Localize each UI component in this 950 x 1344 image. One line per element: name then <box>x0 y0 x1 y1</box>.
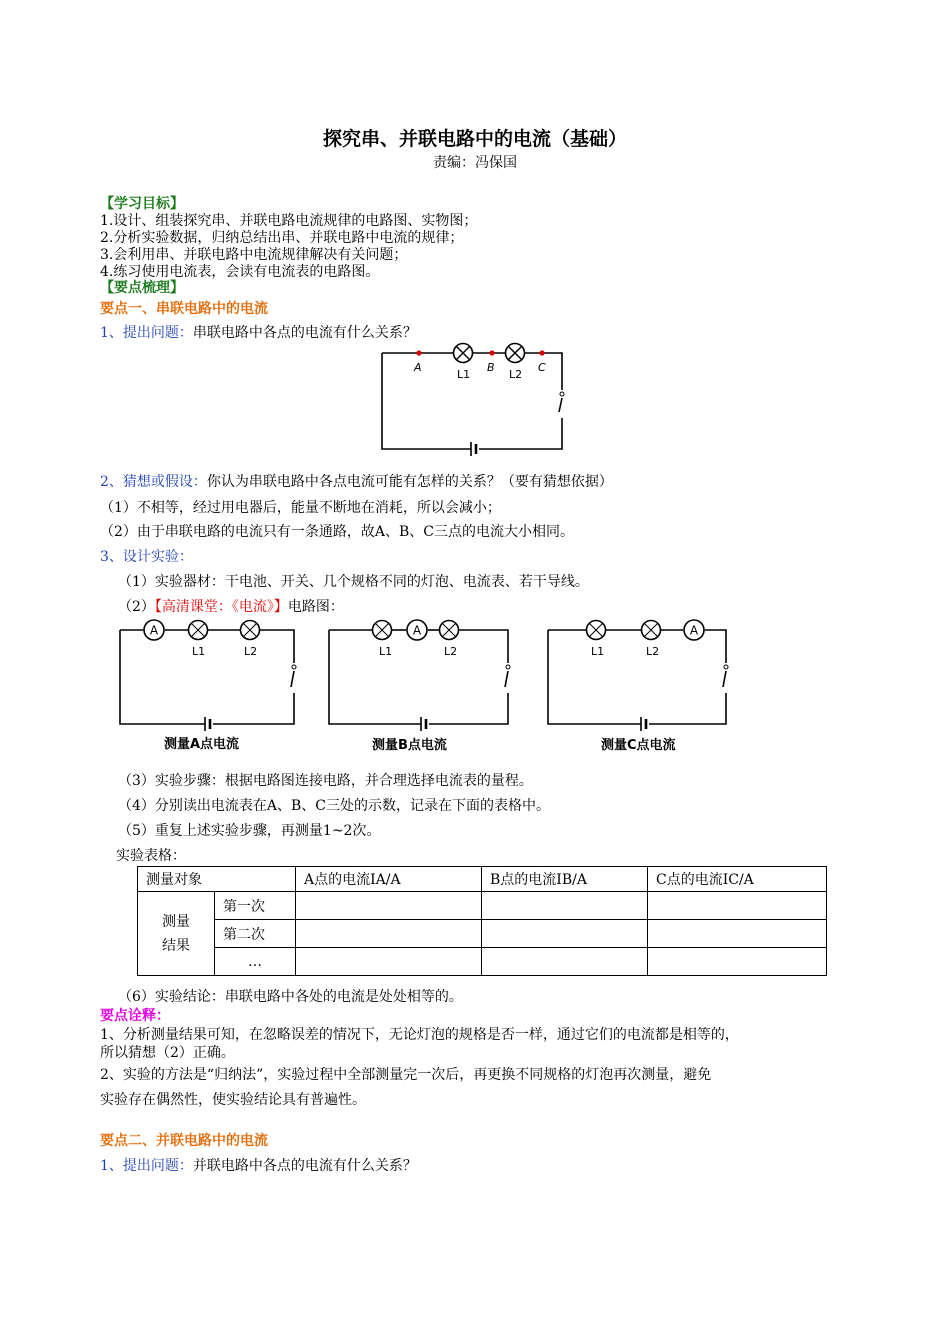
table-cell <box>482 948 648 976</box>
s1-guess-1: （1）不相等，经过用电器后，能量不断地在消耗，所以会减小； <box>100 500 501 516</box>
group-label-2: 结果 <box>162 937 190 954</box>
caption-b: 测量B点电流 <box>372 738 447 753</box>
point-c-dot <box>539 350 544 355</box>
s1-question-3: 3、设计实验： <box>100 549 193 565</box>
ammeter-icon <box>684 620 704 640</box>
editor-line: 责编：冯保国 <box>433 155 517 171</box>
note-1: 1、分析测量结果可知，在忽略误差的情况下，无论灯泡的规格是否一样，通过它们的电流都是相等的， <box>100 1027 739 1043</box>
point-b-dot <box>489 350 494 355</box>
note-1b: 所以猜想（2）正确。 <box>100 1045 235 1061</box>
measure-b-circuit <box>322 617 522 757</box>
table-row-label: … <box>215 948 296 976</box>
table-label: 实验表格： <box>116 848 186 864</box>
goal-item-4: 4.练习使用电流表，会读有电流表的电路图。 <box>100 264 380 280</box>
experiment-table <box>137 866 827 976</box>
label-b: B <box>487 361 495 374</box>
lamp-icon <box>642 621 661 640</box>
caption-a: 测量A点电流 <box>164 737 240 752</box>
lamp-label-l2: L2 <box>444 645 458 658</box>
group-label-1: 测量 <box>162 913 190 930</box>
measure-a-circuit <box>113 617 303 757</box>
lamp-label-l2: L2 <box>646 645 660 658</box>
table-header-row <box>138 867 827 892</box>
s1-step-4: （4）分别读出电流表在A、B、C三处的示数，记录在下面的表格中。 <box>118 798 551 814</box>
page-title: 探究串、并联电路中的电流（基础） <box>322 128 627 150</box>
table-cell <box>482 892 648 920</box>
s1-guess-2: （2）由于串联电路的电流只有一条通路，故A、B、C三点的电流大小相同。 <box>100 524 575 540</box>
note-2: 2、实验的方法是“归纳法”，实验过程中全部测量完一次后，再更换不同规格的灯泡再次测量，避免 <box>100 1067 712 1083</box>
lamp-label-l1: L1 <box>192 645 206 658</box>
s1-q2-text: 你认为串联电路中各点电流可能有怎样的关系？（要有猜想依据） <box>206 474 613 490</box>
goal-item-2: 2.分析实验数据，归纳总结出串、并联电路中电流的规律； <box>100 230 464 246</box>
s1-step-2-prefix: （2） <box>118 599 155 615</box>
s1-q2-label: 2、猜想或假设： <box>100 474 207 490</box>
s1-step-1: （1）实验器材：干电池、开关、几个规格不同的灯泡、电流表、若干导线。 <box>118 574 589 590</box>
s1-step-5: （5）重复上述实验步骤，再测量1~2次。 <box>118 823 381 839</box>
s1-q1-text: 串联电路中各点的电流有什么关系？ <box>192 325 417 341</box>
point-a-dot <box>416 350 421 355</box>
ammeter-icon <box>407 620 427 640</box>
table-row <box>138 948 827 976</box>
goals-heading: 【学习目标】 <box>100 196 184 212</box>
table-cell <box>296 920 482 948</box>
series-circuit-figure <box>375 338 570 458</box>
table-cell <box>648 920 827 948</box>
s2-q1-label: 1、提出问题： <box>100 1158 193 1174</box>
s1-question-1 <box>100 322 417 342</box>
table-row-label: 第一次 <box>215 892 296 920</box>
table-cell <box>296 892 482 920</box>
table-header-cell: B点的电流IB/A <box>482 867 648 892</box>
s1-question-2 <box>100 471 613 491</box>
goal-item-1: 1.设计、组装探究串、并联电路电流规律的电路图、实物图； <box>100 213 478 229</box>
svg-text:A: A <box>149 623 159 638</box>
goal-item-3: 3.会利用串、并联电路中电流规律解决有关问题； <box>100 247 408 263</box>
table-cell <box>648 948 827 976</box>
points-heading: 【要点梳理】 <box>100 280 184 296</box>
table-group-cell <box>138 892 215 976</box>
s1-step-2 <box>118 596 344 616</box>
table-header-cell: 测量对象 <box>138 867 296 892</box>
label-l2: L2 <box>509 368 523 381</box>
label-c: C <box>538 361 546 374</box>
s2-question-1 <box>100 1155 417 1175</box>
label-l1: L1 <box>457 368 471 381</box>
svg-text:A: A <box>689 623 699 638</box>
table-row <box>138 920 827 948</box>
svg-text:A: A <box>412 623 422 638</box>
table-header-cell: C点的电流IC/A <box>648 867 827 892</box>
table-cell <box>482 920 648 948</box>
label-a: A <box>414 361 422 374</box>
lamp-label-l1: L1 <box>591 645 605 658</box>
lamp-l2-icon <box>506 344 525 363</box>
s1-step-3: （3）实验步骤：根据电路图连接电路，并合理选择电流表的量程。 <box>118 773 533 789</box>
table-cell <box>296 948 482 976</box>
lamp-icon <box>373 621 392 640</box>
lamp-l1-icon <box>454 344 473 363</box>
table-row <box>138 892 827 920</box>
table-row-label: 第二次 <box>215 920 296 948</box>
section2-title: 要点二、并联电路中的电流 <box>100 1133 268 1149</box>
section1-title: 要点一、串联电路中的电流 <box>100 301 268 317</box>
table-cell <box>648 892 827 920</box>
note-heading: 要点诠释： <box>100 1008 170 1024</box>
table-header-cell: A点的电流IA/A <box>296 867 482 892</box>
caption-c: 测量C点电流 <box>601 738 676 753</box>
hd-class-link[interactable]: 【高清课堂：《电流》】 <box>154 599 288 615</box>
s2-q1-text: 并联电路中各点的电流有什么关系？ <box>192 1158 417 1174</box>
s1-step-2-suffix: 电路图： <box>287 599 344 615</box>
ammeter-icon <box>144 620 164 640</box>
note-2b: 实验存在偶然性，使实验结论具有普遍性。 <box>100 1092 366 1108</box>
s1-q1-label: 1、提出问题： <box>100 325 193 341</box>
lamp-icon <box>587 621 606 640</box>
lamp-icon <box>440 621 459 640</box>
measure-c-circuit <box>541 617 741 757</box>
lamp-icon <box>241 621 260 640</box>
lamp-label-l2: L2 <box>244 645 258 658</box>
lamp-label-l1: L1 <box>379 645 393 658</box>
lamp-icon <box>189 621 208 640</box>
s1-step-6: （6）实验结论：串联电路中各处的电流是处处相等的。 <box>118 989 463 1005</box>
